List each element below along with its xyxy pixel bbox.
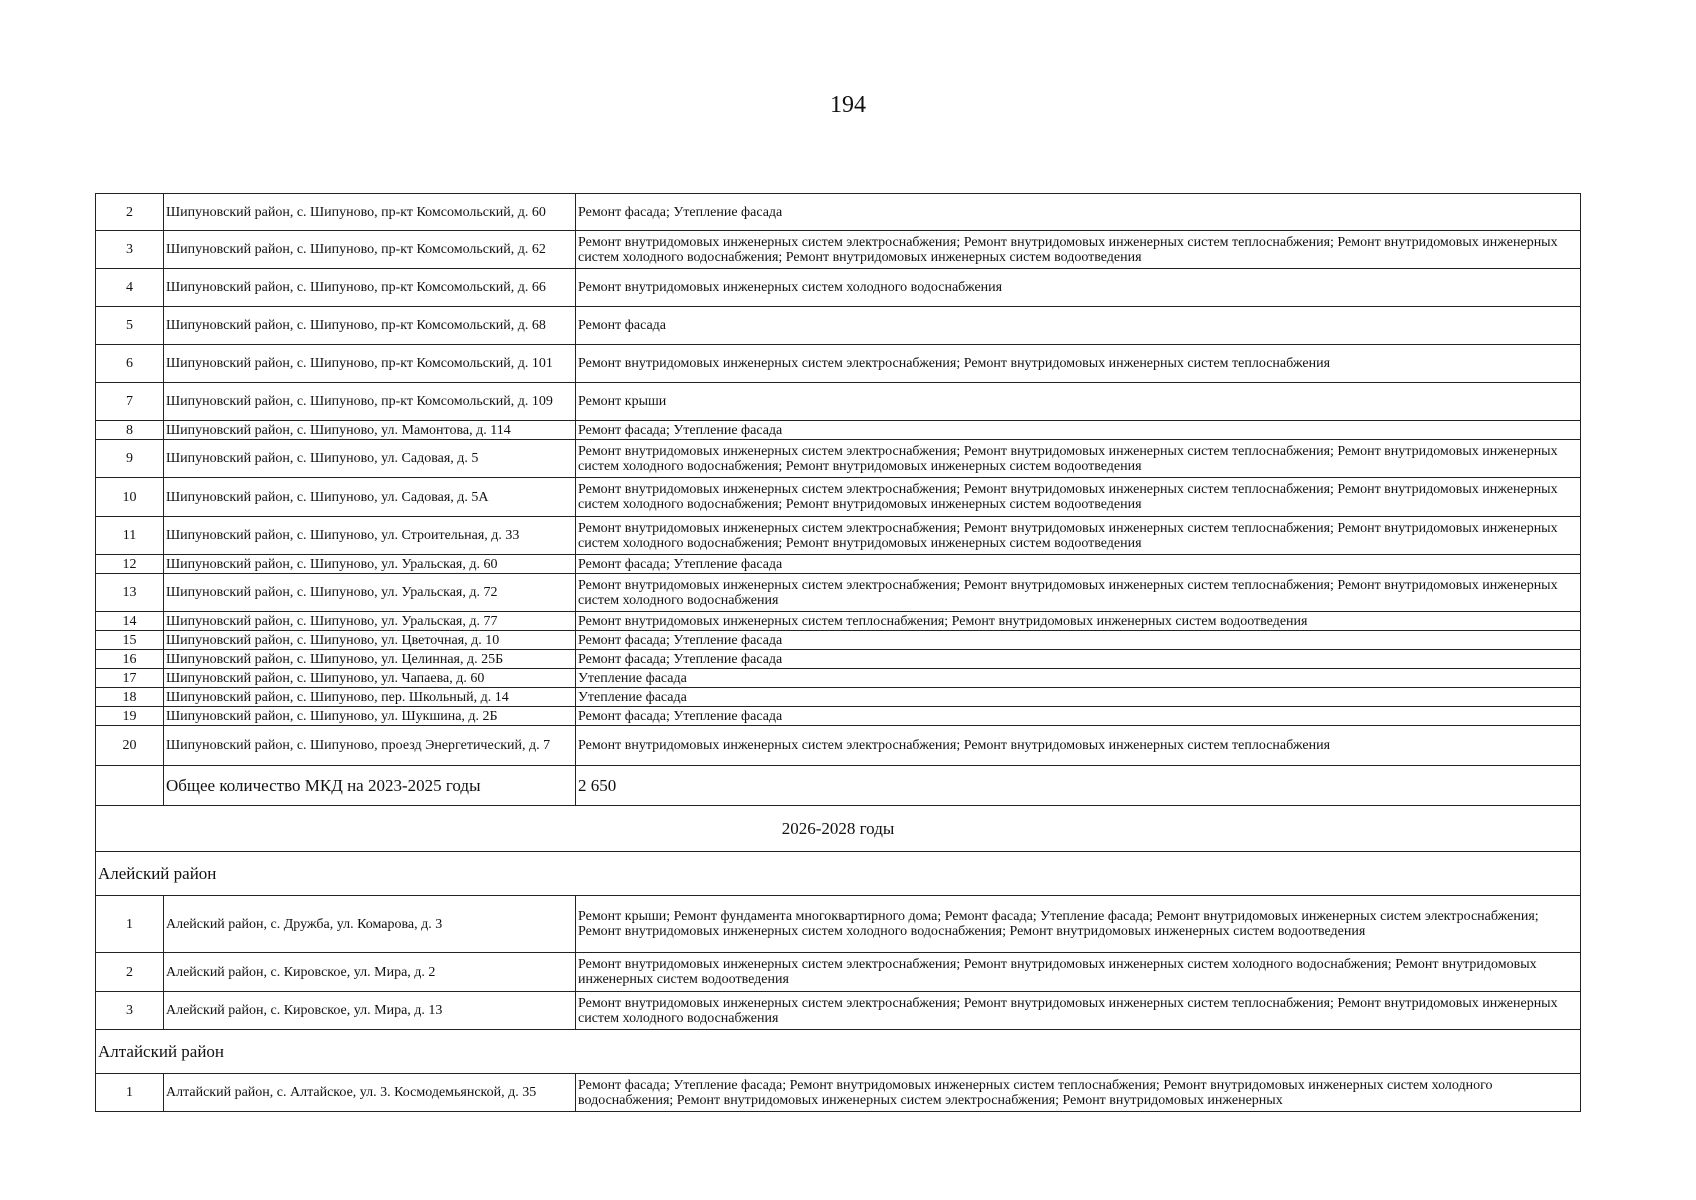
district-header-row <box>96 852 1581 896</box>
house-address: Шипуновский район, с. Шипуново, ул. Уральская, д. 72 <box>164 574 576 612</box>
repair-works: Ремонт внутридомовых инженерных систем электроснабжения; Ремонт внутридомовых инженерных систем теплоснабжения; Ремонт внутридомовых инженерных систем холодного водоснабжения <box>576 574 1581 612</box>
table-row <box>96 440 1581 478</box>
repair-works: Ремонт внутридомовых инженерных систем электроснабжения; Ремонт внутридомовых инженерных систем теплоснабжения; Ремонт внутридомовых инженерных систем холодного водоснабжения; Ремонт внутридомовых инженерных систем водоотведения <box>576 231 1581 269</box>
total-value: 2 650 <box>576 766 1581 806</box>
house-address: Шипуновский район, с. Шипуново, ул. Чапаева, д. 60 <box>164 669 576 688</box>
table-row <box>96 421 1581 440</box>
table-row <box>96 231 1581 269</box>
row-number: 18 <box>96 688 164 707</box>
house-address: Шипуновский район, с. Шипуново, ул. Цветочная, д. 10 <box>164 631 576 650</box>
row-number: 2 <box>96 953 164 992</box>
table-row <box>96 631 1581 650</box>
repair-works: Ремонт внутридомовых инженерных систем теплоснабжения; Ремонт внутридомовых инженерных систем водоотведения <box>576 612 1581 631</box>
table-row <box>96 307 1581 345</box>
repair-works: Ремонт фасада; Утепление фасада <box>576 194 1581 231</box>
row-number: 16 <box>96 650 164 669</box>
table-row <box>96 555 1581 574</box>
table-row <box>96 650 1581 669</box>
row-number: 10 <box>96 478 164 517</box>
house-address: Шипуновский район, с. Шипуново, пр-кт Комсомольский, д. 60 <box>164 194 576 231</box>
repair-works: Ремонт внутридомовых инженерных систем электроснабжения; Ремонт внутридомовых инженерных систем теплоснабжения; Ремонт внутридомовых инженерных систем холодного водоснабжения; Ремонт внутридомовых инженерных систем водоотведения <box>576 517 1581 555</box>
house-address: Шипуновский район, с. Шипуново, ул. Строительная, д. 33 <box>164 517 576 555</box>
row-number: 5 <box>96 307 164 345</box>
table-row <box>96 707 1581 726</box>
house-address: Шипуновский район, с. Шипуново, пер. Школьный, д. 14 <box>164 688 576 707</box>
table-row <box>96 345 1581 383</box>
house-address: Шипуновский район, с. Шипуново, ул. Шукшина, д. 2Б <box>164 707 576 726</box>
repair-works: Ремонт крыши; Ремонт фундамента многоквартирного дома; Ремонт фасада; Утепление фасада; Ремонт внутридомовых инженерных систем электроснабжения; Ремонт внутридомовых инженерных систем холодного водоснабжения; Ремонт внутридомовых инженерных систем водоотведения <box>576 896 1581 953</box>
table-row <box>96 953 1581 992</box>
repair-works: Ремонт фасада; Утепление фасада <box>576 421 1581 440</box>
repair-works: Ремонт внутридомовых инженерных систем электроснабжения; Ремонт внутридомовых инженерных систем теплоснабжения; Ремонт внутридомовых инженерных систем холодного водоснабжения <box>576 992 1581 1030</box>
period-header-row <box>96 806 1581 852</box>
row-number: 1 <box>96 896 164 953</box>
table-row <box>96 612 1581 631</box>
house-address: Шипуновский район, с. Шипуново, проезд Энергетический, д. 7 <box>164 726 576 766</box>
repair-works: Ремонт фасада; Утепление фасада <box>576 650 1581 669</box>
table-row <box>96 1074 1581 1112</box>
house-address: Шипуновский район, с. Шипуново, ул. Мамонтова, д. 114 <box>164 421 576 440</box>
repair-works: Утепление фасада <box>576 688 1581 707</box>
house-address: Шипуновский район, с. Шипуново, ул. Садовая, д. 5 <box>164 440 576 478</box>
row-number: 6 <box>96 345 164 383</box>
house-address: Алейский район, с. Кировское, ул. Мира, д. 13 <box>164 992 576 1030</box>
row-number: 1 <box>96 1074 164 1112</box>
row-number: 7 <box>96 383 164 421</box>
district-name: Алейский район <box>96 852 1581 896</box>
district-header-row <box>96 1030 1581 1074</box>
repair-works: Ремонт внутридомовых инженерных систем электроснабжения; Ремонт внутридомовых инженерных систем теплоснабжения <box>576 345 1581 383</box>
table-row <box>96 669 1581 688</box>
row-number: 19 <box>96 707 164 726</box>
house-address: Шипуновский район, с. Шипуново, пр-кт Комсомольский, д. 66 <box>164 269 576 307</box>
period-header: 2026-2028 годы <box>96 806 1581 852</box>
row-number: 2 <box>96 194 164 231</box>
house-address: Алейский район, с. Кировское, ул. Мира, д. 2 <box>164 953 576 992</box>
repair-works: Ремонт внутридомовых инженерных систем электроснабжения; Ремонт внутридомовых инженерных систем теплоснабжения; Ремонт внутридомовых инженерных систем холодного водоснабжения; Ремонт внутридомовых инженерных систем водоотведения <box>576 440 1581 478</box>
repair-works: Ремонт внутридомовых инженерных систем электроснабжения; Ремонт внутридомовых инженерных систем теплоснабжения; Ремонт внутридомовых инженерных систем холодного водоснабжения; Ремонт внутридомовых инженерных систем водоотведения <box>576 478 1581 517</box>
total-row <box>96 766 1581 806</box>
repair-works: Ремонт внутридомовых инженерных систем холодного водоснабжения <box>576 269 1581 307</box>
table-row <box>96 269 1581 307</box>
repair-works: Утепление фасада <box>576 669 1581 688</box>
house-address: Шипуновский район, с. Шипуново, пр-кт Комсомольский, д. 62 <box>164 231 576 269</box>
table-row <box>96 574 1581 612</box>
row-number: 4 <box>96 269 164 307</box>
row-number: 15 <box>96 631 164 650</box>
total-empty-cell <box>96 766 164 806</box>
row-number: 12 <box>96 555 164 574</box>
row-number: 3 <box>96 992 164 1030</box>
row-number: 13 <box>96 574 164 612</box>
table-row <box>96 478 1581 517</box>
table-row <box>96 726 1581 766</box>
row-number: 9 <box>96 440 164 478</box>
page-number: 194 <box>830 92 866 118</box>
repair-works: Ремонт фасада <box>576 307 1581 345</box>
house-address: Шипуновский район, с. Шипуново, ул. Уральская, д. 77 <box>164 612 576 631</box>
repair-works: Ремонт фасада; Утепление фасада <box>576 555 1581 574</box>
repair-works: Ремонт крыши <box>576 383 1581 421</box>
house-address: Шипуновский район, с. Шипуново, ул. Уральская, д. 60 <box>164 555 576 574</box>
row-number: 20 <box>96 726 164 766</box>
capital-repair-register-table <box>95 193 1581 1112</box>
table-row <box>96 517 1581 555</box>
table-row <box>96 383 1581 421</box>
repair-works: Ремонт фасада; Утепление фасада; Ремонт внутридомовых инженерных систем теплоснабжения; Ремонт внутридомовых инженерных систем холодного водоснабжения; Ремонт внутридомовых инженерных систем электроснабжения; Ремонт внутридомовых инженерных <box>576 1074 1581 1112</box>
row-number: 11 <box>96 517 164 555</box>
repair-works: Ремонт внутридомовых инженерных систем электроснабжения; Ремонт внутридомовых инженерных систем холодного водоснабжения; Ремонт внутридомовых инженерных систем водоотведения <box>576 953 1581 992</box>
table-row <box>96 194 1581 231</box>
total-label: Общее количество МКД на 2023-2025 годы <box>164 766 576 806</box>
district-name: Алтайский район <box>96 1030 1581 1074</box>
house-address: Алейский район, с. Дружба, ул. Комарова, д. 3 <box>164 896 576 953</box>
row-number: 3 <box>96 231 164 269</box>
row-number: 14 <box>96 612 164 631</box>
repair-works: Ремонт фасада; Утепление фасада <box>576 631 1581 650</box>
house-address: Шипуновский район, с. Шипуново, пр-кт Комсомольский, д. 109 <box>164 383 576 421</box>
repair-works: Ремонт внутридомовых инженерных систем электроснабжения; Ремонт внутридомовых инженерных систем теплоснабжения <box>576 726 1581 766</box>
row-number: 17 <box>96 669 164 688</box>
row-number: 8 <box>96 421 164 440</box>
repair-works: Ремонт фасада; Утепление фасада <box>576 707 1581 726</box>
house-address: Шипуновский район, с. Шипуново, ул. Садовая, д. 5А <box>164 478 576 517</box>
house-address: Шипуновский район, с. Шипуново, пр-кт Комсомольский, д. 68 <box>164 307 576 345</box>
table-row <box>96 688 1581 707</box>
house-address: Шипуновский район, с. Шипуново, ул. Целинная, д. 25Б <box>164 650 576 669</box>
house-address: Алтайский район, с. Алтайское, ул. 3. Космодемьянской, д. 35 <box>164 1074 576 1112</box>
table-row <box>96 896 1581 953</box>
house-address: Шипуновский район, с. Шипуново, пр-кт Комсомольский, д. 101 <box>164 345 576 383</box>
table-row <box>96 992 1581 1030</box>
